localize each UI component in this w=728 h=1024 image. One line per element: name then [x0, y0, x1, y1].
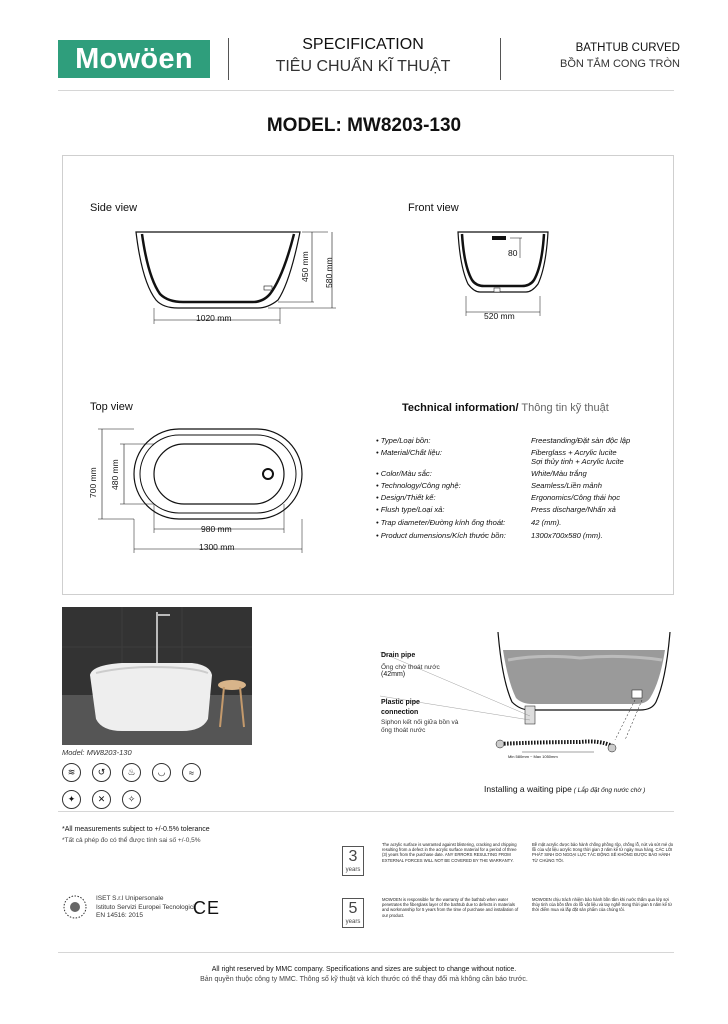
warranty-5-years-vi: MOWOEN chịu trách nhiệm bảo hành bồn tắm khi nước thấm qua lớp sợi thủy tinh của bồn tắm do lỗi vật liệu và tay nghề trong thời gian 5 năm kể từ thời điểm mua và lắp đặt sản phẩm của chúng tôi.	[532, 897, 673, 913]
tech-info-key: • Technology/Công nghệ:	[376, 481, 461, 490]
tech-info-value: 42 (mm).	[531, 518, 562, 527]
drain-pipe-size: (42mm)	[381, 671, 406, 678]
tech-info-value: Fiberglass + Acrylic lucite	[531, 448, 617, 457]
feature-icons-row-1	[62, 763, 201, 782]
footer-en: All right reserved by MMC company. Specifications and sizes are subject to change without notice.	[211, 966, 517, 973]
top-view-drawing	[86, 425, 316, 555]
tech-info-key: • Product dumensions/Kích thước bồn:	[376, 531, 506, 540]
spec-title-vi: TIÊU CHUẨN KĨ THUẬT	[275, 58, 451, 75]
drain-pipe-title: Drain pipe	[381, 652, 416, 659]
no-crack-icon: ✕	[92, 790, 111, 809]
plastic-pipe-subtitle: Siphon kết nối giữa bồn và ống thoát nước	[381, 719, 459, 734]
tech-info-key: • Type/Loại bồn:	[376, 436, 431, 445]
header-divider	[500, 38, 501, 80]
tech-info-value: Sợi thủy tinh + Acrylic lucite	[531, 457, 624, 466]
top-outer-length-dim: 1300 mm	[199, 542, 235, 552]
heat-icon: ≈	[182, 763, 201, 782]
front-overflow-dim: 80	[508, 248, 518, 258]
polish-icon: ✧	[122, 790, 141, 809]
front-width-dim: 520 mm	[484, 311, 515, 321]
anti-slip-icon: ≋	[62, 763, 81, 782]
ce-mark: CE	[193, 898, 221, 918]
tech-info-value: Freestanding/Đặt sàn độc lập	[531, 436, 631, 445]
tech-info-value: Seamless/Liền mảnh	[531, 481, 602, 490]
clean-icon: ✦	[62, 790, 81, 809]
header-divider	[228, 38, 229, 80]
drain-pipe-subtitle: Ống chờ thoát nước	[381, 664, 440, 671]
side-outer-height-dim: 580 mm	[324, 257, 334, 288]
plastic-pipe-title: Plastic pipe connection	[381, 699, 420, 716]
warranty-3-years-vi: Bề mặt acrylic được bảo hành chống phồng rộp, chống lỗ, nứt và sứt mẻ do lỗi của vật liệu acrylic trong thời gian 3 năm kể từ ngày mua hàng. CÁC LỖI PHÁT SINH DO NGOẠI LỰC TÁC ĐỘNG SẼ KHÔNG ĐƯỢC BẢO HÀNH TỪ CHÚNG TÔI.	[532, 842, 674, 863]
product-type-vi: BỒN TẮM CONG TRÒN	[560, 58, 680, 70]
faucet-icon: ↺	[92, 763, 111, 782]
section-rule	[58, 811, 674, 812]
tech-info-key: • Trap diameter/Đường kính ống thoát:	[376, 518, 506, 527]
top-view-label: Top view	[90, 401, 133, 413]
hose-length-label: Min 580mm ~ Max 1050mm	[508, 754, 558, 759]
feature-icons-row-2	[62, 790, 141, 809]
top-outer-width-dim: 700 mm	[88, 467, 98, 498]
spec-title-en: SPECIFICATION	[302, 36, 424, 53]
footer-rule	[58, 952, 674, 953]
warranty-3-years-en: The acrylic surface is warranted against blistering, cracking and chipping resulting from a defect in the acrylic surface material for a period of three (3) years from the purchase date. ANY ERRORS RESULTING FROM EXTERNAL FORCES WILL NOT BE COVERED BY THE WARRANTY.	[382, 842, 517, 863]
side-length-dim: 1020 mm	[196, 313, 232, 323]
tech-info-value: Ergonomics/Công thái học	[531, 493, 621, 502]
footer-vi: Bản quyền thuộc công ty MMC. Thông số kỹ thuật và kích thước có thể thay đổi mà không cần báo trước.	[200, 976, 528, 983]
product-photo	[62, 607, 252, 745]
top-inner-width-dim: 480 mm	[110, 459, 120, 490]
front-view-label: Front view	[408, 202, 459, 214]
certification-text: ISET S.r.l Unipersonale Istituto Servizi Europei Tecnologici EN 14516: 2015	[96, 895, 195, 919]
product-type-en: BATHTUB CURVED	[575, 42, 680, 54]
warranty-5-years-badge: 5 years	[342, 898, 364, 928]
tech-info-title: Technical information/ Thông tin kỹ thuật	[402, 402, 609, 414]
side-view-label: Side view	[90, 202, 138, 214]
tech-info-value: 1300x700x580 (mm).	[531, 531, 603, 540]
tech-info-key: • Material/Chất liệu:	[376, 448, 442, 457]
warranty-3-years-badge: 3 years	[342, 846, 364, 876]
installation-diagram	[380, 630, 680, 770]
model-title: MODEL: MW8203-130	[266, 115, 462, 136]
tolerance-vi: *Tất cả phép đo có thể được tính sai số +/-0,5%	[62, 837, 201, 844]
tech-info-value: White/Màu trắng	[531, 469, 587, 478]
photo-caption: Model: MW8203-130	[62, 748, 132, 757]
tolerance-en: *All measurements subject to +/-0.5% tolerance	[62, 826, 210, 833]
bowl-icon: ◡	[152, 763, 171, 782]
side-view-drawing	[128, 222, 348, 337]
brand-logo: Mowöen	[58, 40, 210, 78]
tech-info-value: Press discharge/Nhấn xả	[531, 505, 616, 514]
header-rule	[58, 90, 674, 91]
tech-info-key: • Color/Màu sắc:	[376, 469, 432, 478]
iset-seal-icon	[62, 894, 88, 920]
thermo-icon: ♨	[122, 763, 141, 782]
top-inner-length-dim: 980 mm	[201, 524, 232, 534]
tech-info-key: • Design/Thiết kế:	[376, 493, 436, 502]
side-inner-height-dim: 450 mm	[300, 251, 310, 282]
tech-info-key: • Flush type/Loại xả:	[376, 505, 445, 514]
warranty-5-years-en: MOWOEN is responsible for the warranty of the bathtub when water penetrates the fiberglass layer of the bathtub due to defects in materials and workmanship for 5 years from the time of purchase and installation of our product.	[382, 897, 519, 918]
waiting-pipe-caption: Installing a waiting pipe ( Lắp đặt ống nước chờ )	[484, 784, 646, 794]
